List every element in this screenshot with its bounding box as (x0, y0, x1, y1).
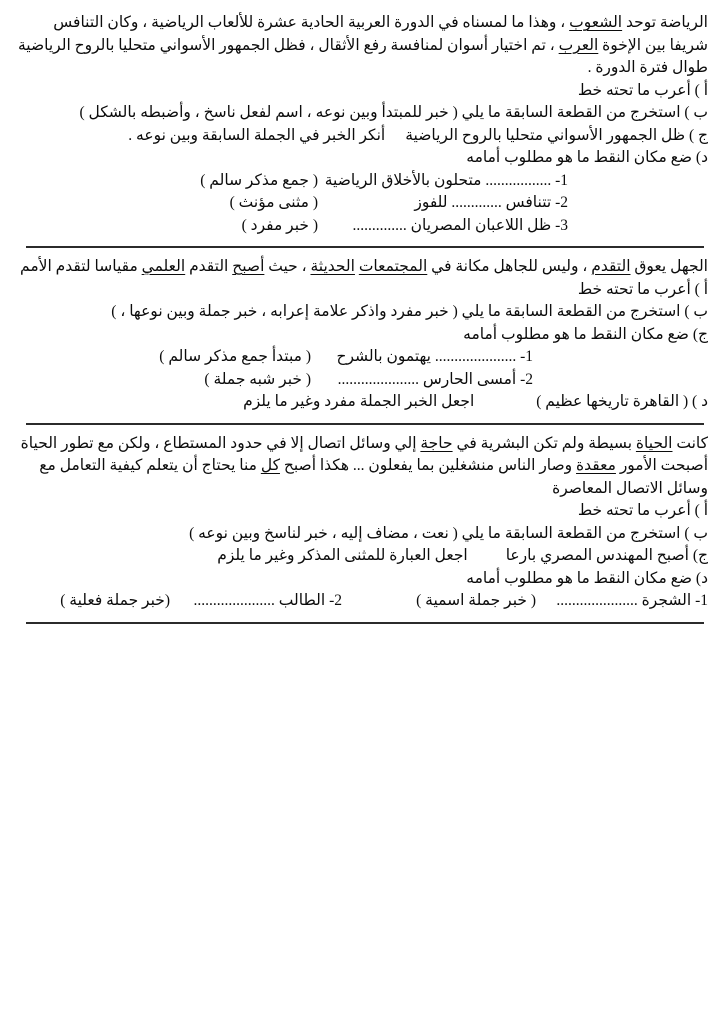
passage-text: كانت (672, 434, 708, 452)
exercise-2 (16, 256, 708, 414)
question-1d: د) ضع مكان النقط ما هو مطلوب أمامه (466, 149, 708, 166)
question-1b: ب ) استخرج من القطعة السابقة ما يلي ( خبر للمبتدأ وبين نوعه ، اسم لفعل ناسخ ، وأضبطه بالشكل ) (79, 104, 708, 121)
fill-item-requirement: ( جمع مذكر سالم ) (200, 171, 318, 189)
fill-item-requirement: ( خبر شبه جملة ) (204, 370, 311, 388)
question-3a: أ ) أعرب ما تحته خط (577, 502, 708, 519)
fill-item (16, 369, 533, 392)
underlined-word: كل (260, 457, 280, 474)
passage-text: الجهل يعوق (630, 258, 708, 275)
underlined-word: حاجة (420, 434, 453, 452)
fill-item-text: 2- أمسى الحارس ..................... (337, 370, 533, 388)
underlined-word: العرب (558, 36, 599, 54)
section-divider (26, 622, 704, 624)
question-3b: ب ) استخرج من القطعة السابقة ما يلي ( نعت ، مضاف إليه ، خبر لناسخ وبين نوعه ) (189, 524, 708, 542)
question-sentence: ج) أصبح المهندس المصري بارعا (505, 547, 708, 564)
question-2c: ج) ضع مكان النقط ما هو مطلوب أمامه (463, 325, 708, 343)
fill-item-row (16, 590, 708, 613)
fill-item-requirement: ( خبر مفرد ) (241, 216, 318, 234)
passage-text: التقدم (185, 258, 233, 275)
underlined-word: العلمي (141, 258, 186, 275)
underlined-word: الشعوب (569, 14, 623, 31)
underlined-word: الحديثة (310, 258, 355, 275)
underlined-word: أصبح (232, 258, 265, 275)
fill-item-text: 2- الطالب ..................... (193, 592, 342, 609)
passage-text: وصار الناس منشغلين بما يفعلون ... هكذا أصبح (279, 457, 577, 474)
fill-item-requirement: (خبر جملة فعلية ) (60, 592, 170, 609)
question-2a: أ ) أعرب ما تحته خط (577, 280, 708, 298)
fill-item-text: 3- ظل اللاعبان المصريان .............. (352, 216, 568, 234)
question-instruction: أنكر الخبر في الجملة السابقة وبين نوعه . (128, 126, 386, 144)
section-divider (26, 423, 704, 425)
exercise-3 (16, 433, 708, 613)
question-sentence: ج ) ظل الجمهور الأسواني متحليا بالروح الرياضية (405, 126, 708, 144)
passage-3 (16, 433, 708, 501)
passage-text: ، تم اختيار أسوان لمنافسة رفع الأثقال ، فظل الجمهور الأسواني متحليا بالروح الرياضية طوال فترة الدورة . (17, 36, 708, 76)
fill-item (16, 170, 568, 193)
fill-item-text: 1- ..................... يهتمون بالشرح (336, 348, 533, 365)
underlined-word: التقدم (591, 258, 631, 275)
question-1c (16, 125, 708, 148)
section-divider (26, 246, 704, 248)
passage-text: ، وليس للجاهل مكانة في (427, 258, 592, 275)
question-instruction: اجعل الخبر الجملة مفرد وغير ما يلزم (243, 393, 475, 410)
passage-text: ، حيث (264, 258, 311, 275)
fill-item-requirement: ( مبتدأ جمع مذكر سالم ) (159, 348, 311, 365)
passage-1 (16, 12, 708, 80)
fill-item (16, 346, 533, 369)
exercise-1 (16, 12, 708, 237)
underlined-word: المجتمعات (358, 258, 428, 275)
underlined-word: الحياة (635, 434, 673, 452)
fill-item-requirement: ( مثنى مؤنث ) (229, 194, 318, 211)
fill-item (16, 215, 568, 238)
question-2b: ب ) استخرج من القطعة السابقة ما يلي ( خبر مفرد واذكر علامة إعرابه ، خبر جملة وبين نوعها ، ) (111, 303, 708, 320)
fill-item (16, 192, 568, 215)
question-sentence: د ) ( القاهرة تاريخها عظيم ) (536, 393, 708, 410)
question-3d: د) ضع مكان النقط ما هو مطلوب أمامه (466, 569, 708, 587)
fill-item-text: 2- تتنافس ............. للفوز (414, 194, 568, 211)
passage-2 (16, 256, 708, 279)
fill-item-text: 1- الشجرة ..................... (556, 592, 708, 609)
passage-text: منا يحتاج أن يتعلم كيفية التعامل مع وسائل الاتصال المعاصرة (39, 457, 708, 497)
underlined-word: معقدة (576, 457, 616, 474)
passage-text: الرياضة توحد (622, 14, 708, 31)
question-instruction: اجعل العبارة للمثنى المذكر وغير ما يلزم (217, 547, 468, 564)
question-2d (16, 391, 708, 414)
question-1a: أ ) أعرب ما تحته خط (577, 81, 708, 99)
passage-text: بسيطة ولم تكن البشرية في (452, 434, 636, 452)
passage-text: مقياسا لتقدم الأمم (20, 258, 142, 275)
passage-text: ، وهذا ما لمسناه في الدورة العربية الحادية عشرة للألعاب الرياضية ، وكان التنافس شريفا بين الإخوة (53, 14, 708, 54)
fill-item-text: 1- ................. متحلون بالأخلاق الرياضية (324, 171, 568, 189)
fill-item-requirement: ( خبر جملة اسمية ) (416, 592, 536, 609)
question-3c (16, 545, 708, 568)
passage-text: إلي وسائل اتصال إلا في حدود المستطاع ، ولكن مع تطور الحياة أصبحت الأمور (20, 434, 708, 474)
